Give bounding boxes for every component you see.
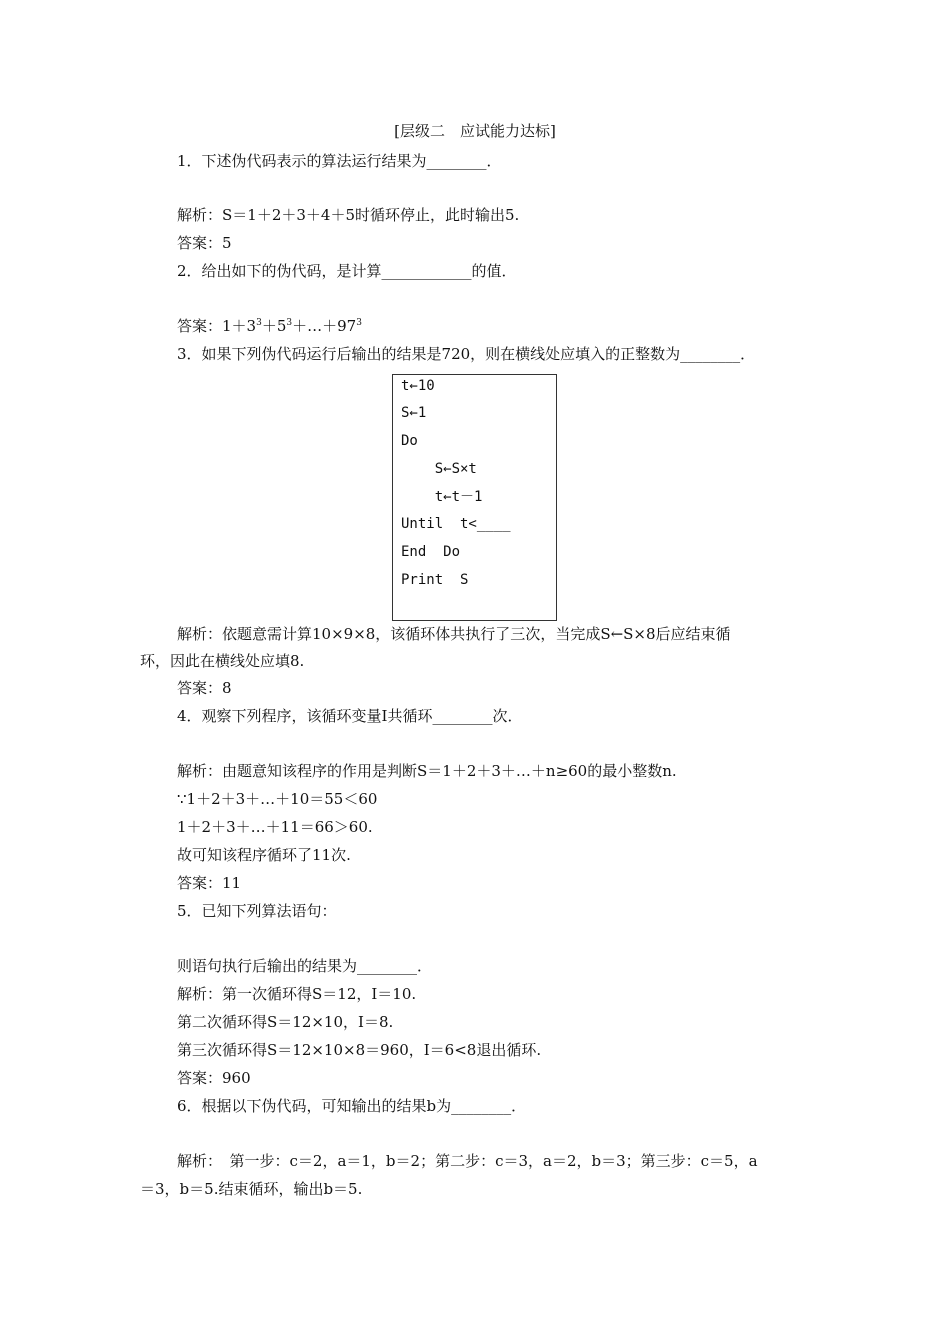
code-line: S←1: [401, 405, 427, 421]
q4-answer: 答案：11: [177, 874, 242, 892]
q3-answer: 答案：8: [177, 679, 232, 697]
q2-answer-mid-2: ＋…＋97: [292, 317, 357, 335]
q2-sup-3: 3: [356, 318, 362, 328]
q3-analysis-line-1: 解析：依题意需计算10×9×8，该循环体共执行了三次，当完成S←S×8后应结束循: [177, 625, 731, 643]
q1-analysis: 解析：S＝1＋2＋3＋4＋5时循环停止，此时输出5.: [177, 206, 520, 224]
section-title: [层级二 应试能力达标]: [394, 122, 556, 140]
q4-line-3: 1＋2＋3＋…＋11＝66＞60.: [177, 818, 373, 836]
q2-answer-prefix: 答案：1＋3: [177, 317, 257, 335]
q3-question: 3．如果下列伪代码运行后输出的结果是720，则在横线处应填入的正整数为________．: [177, 345, 756, 363]
q2-sup-2: 3: [286, 318, 293, 328]
code-line: S←S×t: [401, 461, 477, 477]
q2-sup-1: 3: [256, 318, 262, 328]
q1-answer: 答案：5: [177, 234, 232, 252]
code-line: End Do: [401, 544, 461, 560]
q2-answer: [177, 316, 362, 336]
code-line: t←10: [401, 378, 435, 394]
code-line: Do: [401, 433, 418, 449]
q1-question: 1．下述伪代码表示的算法运行结果为________．: [177, 152, 502, 170]
code-line: Until t<____: [401, 516, 511, 532]
q5-question: 5．已知下列算法语句：: [177, 902, 337, 920]
q5-line-1: 则语句执行后输出的结果为________．: [177, 957, 433, 975]
q6-analysis-line-2: ＝3，b＝5.结束循环，输出b＝5.: [140, 1180, 363, 1198]
code-line: Print S: [401, 572, 469, 588]
q4-line-2: ∵1＋2＋3＋…＋10＝55＜60: [177, 790, 378, 808]
q2-answer-mid-1: ＋5: [261, 317, 287, 335]
q4-question: 4．观察下列程序，该循环变量I共循环________次．: [177, 707, 523, 725]
q3-analysis-line-2: 环，因此在横线处应填8.: [140, 652, 305, 670]
code-line: t←t－1: [401, 489, 483, 505]
q2-question: 2．给出如下的伪代码，是计算____________的值．: [177, 262, 517, 280]
q6-analysis-line-1: 解析： 第一步：c＝2，a＝1，b＝2；第二步：c＝3，a＝2，b＝3；第三步：c＝5，a: [177, 1152, 758, 1170]
q5-analysis: 解析：第一次循环得S＝12，I＝10.: [177, 985, 417, 1003]
q4-analysis: 解析：由题意知该程序的作用是判断S＝1＋2＋3＋…＋n≥60的最小整数n.: [177, 762, 677, 780]
q3-code-box: [392, 374, 557, 621]
q5-line-4: 第三次循环得S＝12×10×8＝960，I＝6<8退出循环.: [177, 1041, 542, 1059]
q5-answer: 答案：960: [177, 1069, 251, 1087]
q5-line-3: 第二次循环得S＝12×10，I＝8.: [177, 1013, 394, 1031]
q4-line-4: 故可知该程序循环了11次.: [177, 846, 351, 864]
q6-question: 6．根据以下伪代码，可知输出的结果b为________．: [177, 1097, 527, 1115]
